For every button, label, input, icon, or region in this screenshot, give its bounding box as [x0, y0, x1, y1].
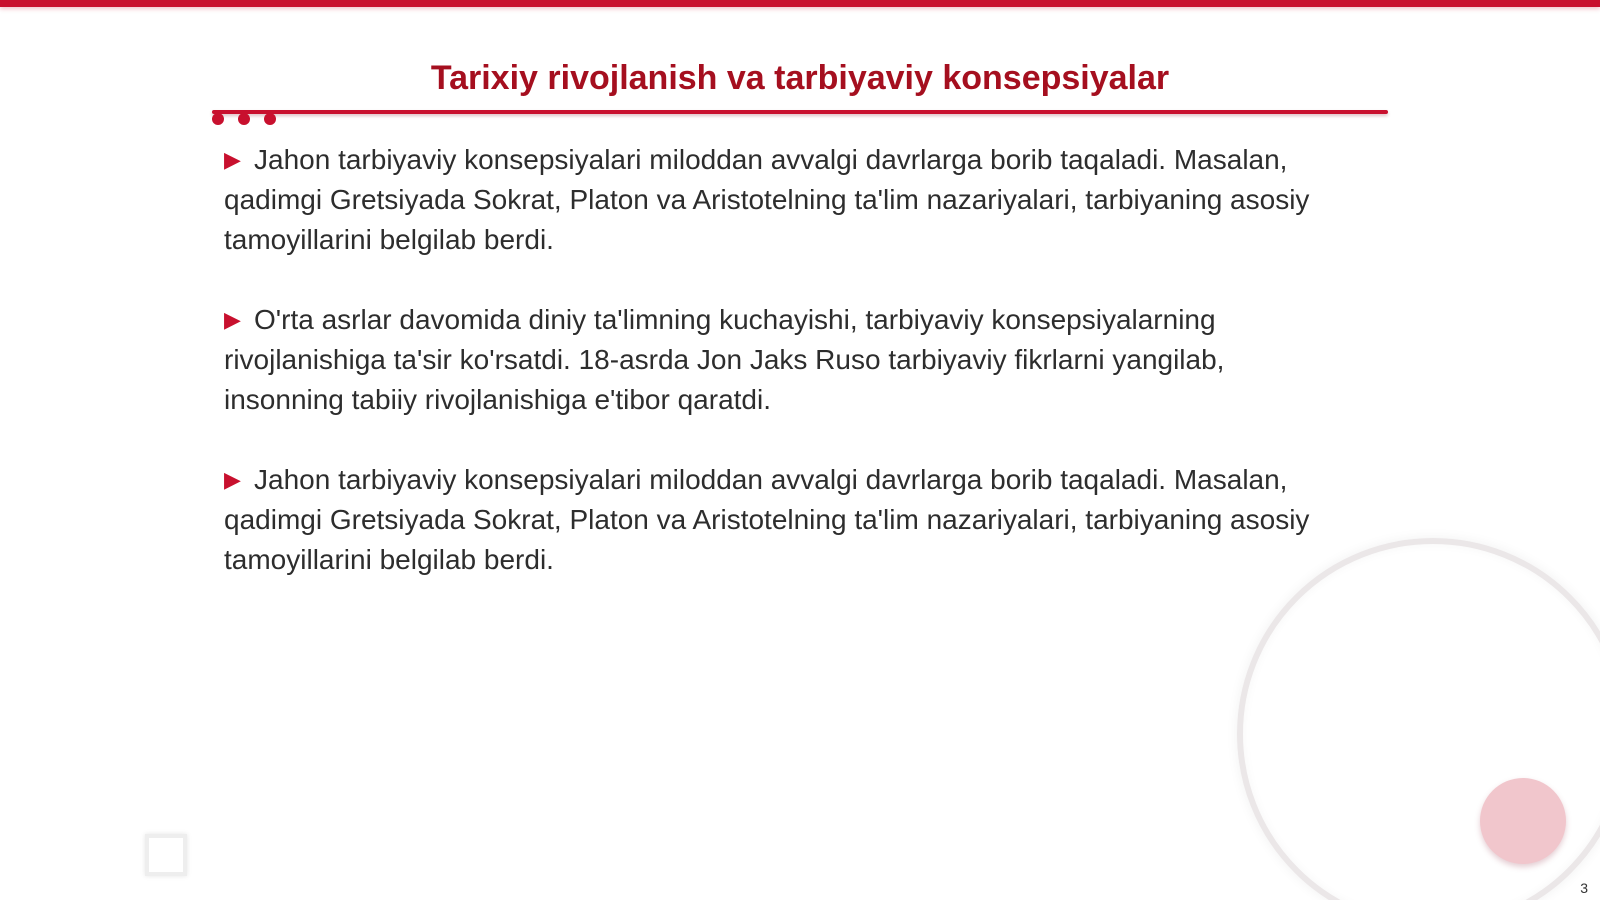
- bullet-text: Jahon tarbiyaviy konsepsiyalari miloddan avvalgi davrlarga borib taqaladi. Masalan, qadimgi Gretsiyada Sokrat, Platon va Aristotelning ta'lim nazariyalari, tarbiyaning asosiy tamoyillarini belgilab berdi.: [224, 464, 1310, 575]
- decorative-dot: [212, 113, 224, 125]
- decorative-dot: [264, 113, 276, 125]
- bullet-text: O'rta asrlar davomida diniy ta'limning kuchayishi, tarbiyaviy konsepsiyalarning rivojlanishiga ta'sir ko'rsatdi. 18-asrda Jon Jaks Ruso tarbiyaviy fikrlarni yangilab, insonning tabiiy rivojlanishiga e'tibor qaratdi.: [224, 304, 1225, 415]
- bullet-item: [224, 460, 1344, 580]
- bullet-text: Jahon tarbiyaviy konsepsiyalari miloddan avvalgi davrlarga borib taqaladi. Masalan, qadimgi Gretsiyada Sokrat, Platon va Aristotelning ta'lim nazariyalari, tarbiyaning asosiy tamoyillarini belgilab berdi.: [224, 144, 1310, 255]
- top-accent-bar: [0, 0, 1600, 7]
- decorative-dot: [238, 113, 250, 125]
- decorative-square: [145, 834, 187, 876]
- triangle-bullet-icon: ▶: [224, 147, 241, 172]
- triangle-bullet-icon: ▶: [224, 307, 241, 332]
- bullet-list: [224, 140, 1344, 620]
- bullet-item: [224, 300, 1344, 420]
- decorative-pink-circle: [1480, 778, 1566, 864]
- triangle-bullet-icon: ▶: [224, 467, 241, 492]
- page-number: 3: [1580, 880, 1588, 896]
- slide-title: Tarixiy rivojlanish va tarbiyaviy konsepsiyalar: [430, 59, 1170, 97]
- title-underline: [212, 110, 1388, 114]
- bullet-item: [224, 140, 1344, 260]
